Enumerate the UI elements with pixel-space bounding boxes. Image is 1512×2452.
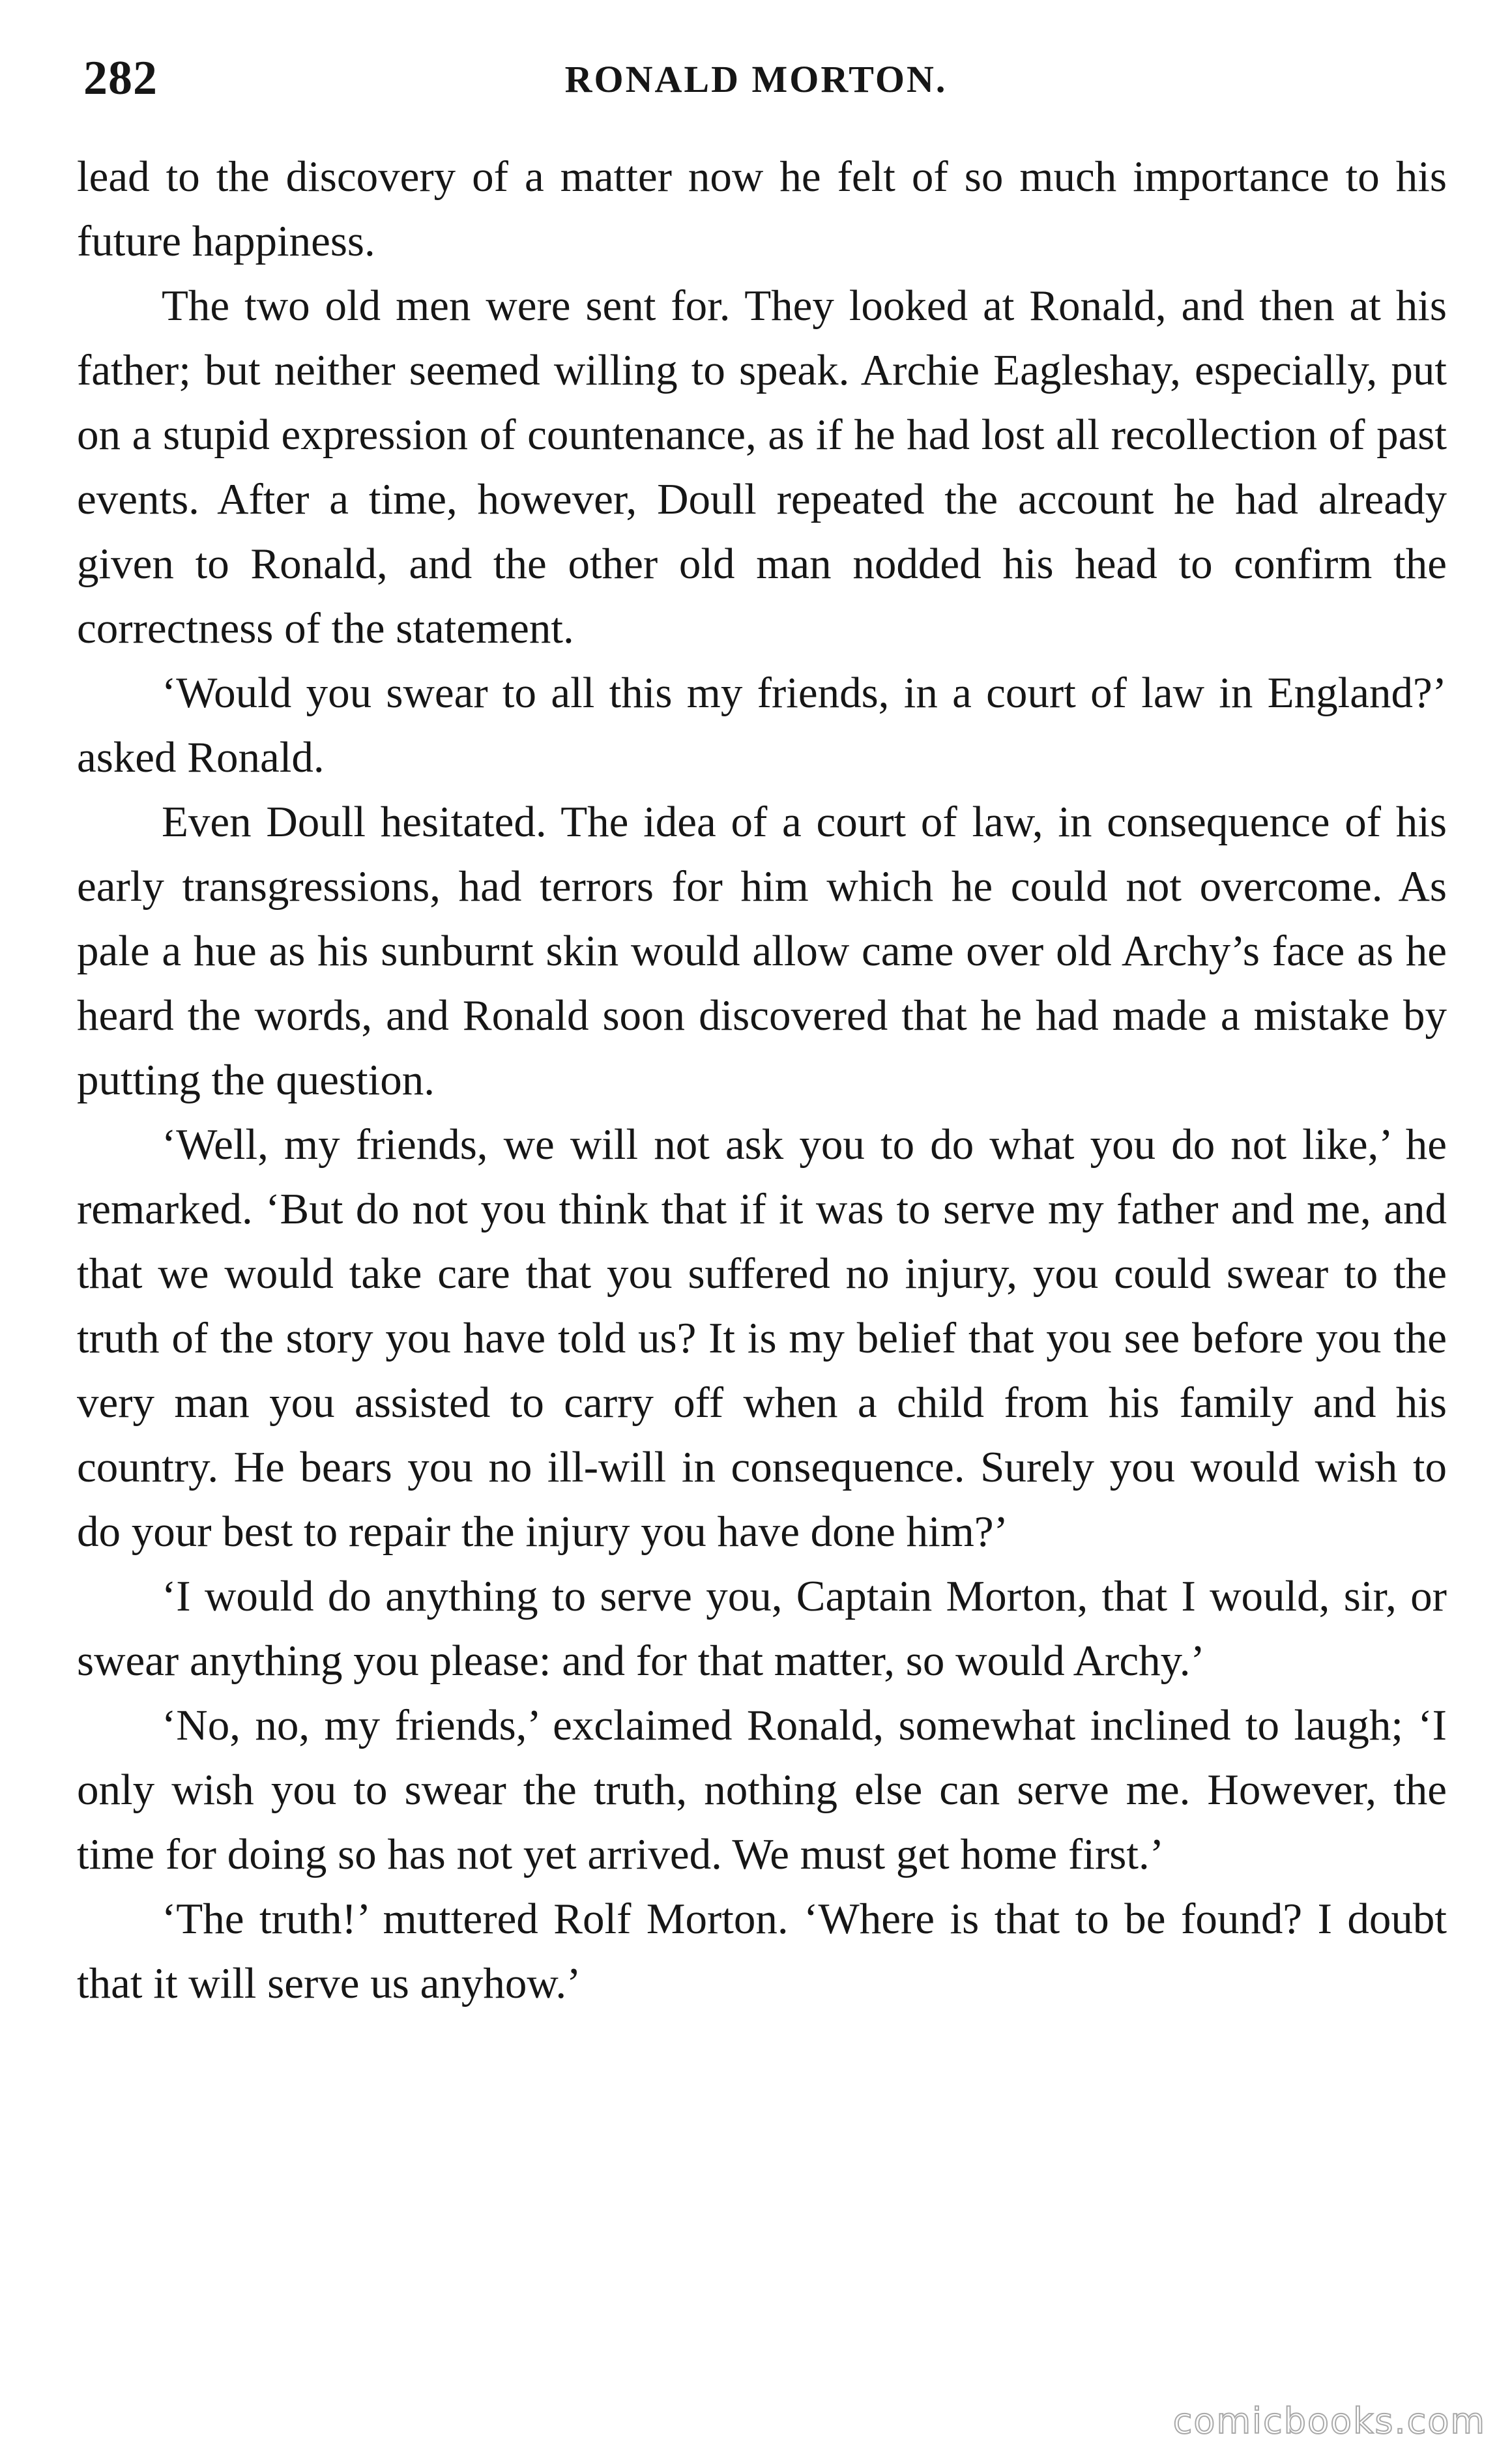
paragraph: lead to the discovery of a matter now he felt of so much importance to his future happiness. — [77, 153, 1447, 265]
running-head: RONALD MORTON. — [564, 58, 948, 100]
paragraph: Even Doull hesitated. The idea of a court of law, in consequence of his early transgressions, had terrors for him which he could not overcome. As pale a hue as his sunburnt skin would allow came over old Archy’s face as he heard the words, and Ronald soon discovered that he had made a mistake by putting the question. — [77, 798, 1447, 1104]
paragraph: ‘Would you swear to all this my friends, in a court of law in England?’ asked Ronald. — [77, 669, 1447, 781]
paragraph: ‘The truth!’ muttered Rolf Morton. ‘Where is that to be found? I doubt that it will serve us anyhow.’ — [77, 1895, 1447, 2007]
paragraph: ‘I would do anything to serve you, Captain Morton, that I would, sir, or swear anything you please: and for that matter, so would Archy.’ — [77, 1572, 1447, 1685]
body-text — [77, 145, 1447, 2016]
paragraph: The two old men were sent for. They looked at Ronald, and then at his father; but neither seemed willing to speak. Archie Eagleshay, especially, put on a stupid expression of countenance, as if he had lost all recollection of past events. After a time, however, Doull repeated the account he had already given to Ronald, and the other old man nodded his head to confirm the correctness of the statement. — [77, 282, 1447, 652]
page-header — [77, 51, 1435, 109]
page-number: 282 — [83, 51, 158, 105]
paragraph: ‘Well, my friends, we will not ask you to do what you do not like,’ he remarked. ‘But do not you think that if it was to serve my father and me, and that we would take care that you suffered no injury, you could swear to the truth of the story you have told us? It is my belief that you see before you the very man you assisted to carry off when a child from his family and his country. He bears you no ill-will in consequence. Surely you would wish to do your best to repair the injury you have done him?’ — [77, 1120, 1447, 1556]
watermark: comicbooks.com — [1172, 2401, 1486, 2442]
paragraph: ‘No, no, my friends,’ exclaimed Ronald, somewhat inclined to laugh; ‘I only wish you to swear the truth, nothing else can serve me. However, the time for doing so has not yet arrived. We must get home first.’ — [77, 1701, 1447, 1878]
